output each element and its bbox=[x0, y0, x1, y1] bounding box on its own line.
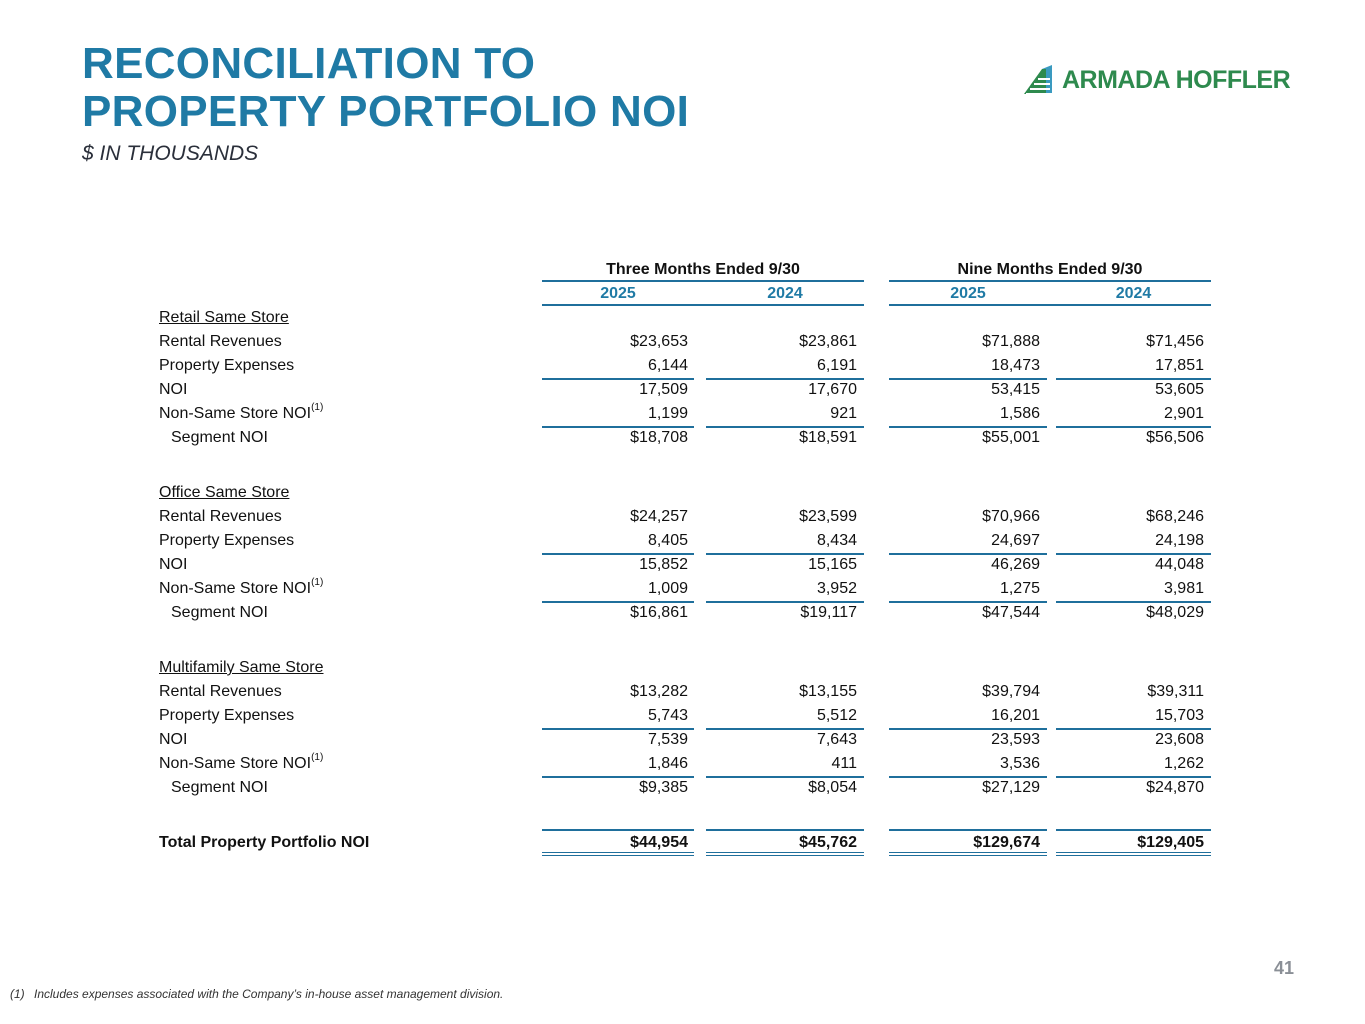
rental-revenues-value: $71,456 bbox=[1146, 333, 1204, 350]
page-title-line-2: PROPERTY PORTFOLIO NOI bbox=[82, 87, 690, 136]
non-same-store-noi-label bbox=[159, 751, 324, 774]
non-same-store-noi-value: 1,275 bbox=[999, 580, 1040, 597]
subtotal-rule bbox=[889, 601, 1047, 603]
segment-noi-value: $56,506 bbox=[1146, 429, 1204, 446]
page-subtitle: $ IN THOUSANDS bbox=[82, 142, 259, 165]
page-number: 41 bbox=[1274, 958, 1295, 978]
year-header: 2024 bbox=[767, 285, 803, 302]
total-double-rule bbox=[1056, 852, 1211, 856]
total-double-rule bbox=[542, 852, 694, 856]
segment-noi-value: $18,591 bbox=[799, 429, 857, 446]
total-top-rule bbox=[706, 829, 864, 831]
year-header: 2025 bbox=[950, 285, 986, 302]
year-header: 2024 bbox=[1115, 285, 1152, 302]
year-rule bbox=[542, 304, 864, 306]
segment-noi-value: $48,029 bbox=[1146, 604, 1204, 621]
rental-revenues-value: $13,155 bbox=[799, 683, 857, 700]
subtotal-rule bbox=[706, 776, 864, 778]
total-top-rule bbox=[1056, 829, 1211, 831]
non-same-store-noi-value: 2,901 bbox=[1163, 405, 1204, 422]
property-expenses-value: 16,201 bbox=[991, 707, 1040, 724]
subtotal-rule bbox=[542, 553, 694, 555]
subtotal-rule bbox=[1056, 426, 1211, 428]
property-expenses-value: 17,851 bbox=[1155, 357, 1204, 374]
rental-revenues-value: $39,794 bbox=[982, 683, 1040, 700]
subtotal-rule bbox=[706, 378, 864, 380]
noi-value: 44,048 bbox=[1155, 556, 1204, 573]
section-title: Multifamily Same Store bbox=[159, 659, 324, 676]
noi-value: 53,415 bbox=[991, 381, 1040, 398]
non-same-store-noi-label bbox=[159, 576, 324, 599]
non-same-store-noi-value: 1,009 bbox=[647, 580, 688, 597]
noi-value: 53,605 bbox=[1155, 381, 1204, 398]
subtotal-rule bbox=[542, 426, 694, 428]
segment-noi-label: Segment NOI bbox=[171, 604, 268, 621]
subtotal-rule bbox=[889, 728, 1047, 730]
total-double-rule bbox=[706, 852, 864, 856]
noi-label: NOI bbox=[159, 731, 188, 748]
segment-noi-value: $27,129 bbox=[982, 779, 1040, 796]
subtotal-rule bbox=[706, 426, 864, 428]
rental-revenues-label: Rental Revenues bbox=[159, 333, 282, 350]
section-title: Retail Same Store bbox=[159, 309, 289, 326]
subtotal-rule bbox=[706, 601, 864, 603]
rental-revenues-label: Rental Revenues bbox=[159, 683, 282, 700]
property-expenses-value: 15,703 bbox=[1155, 707, 1204, 724]
total-noi-value: $129,674 bbox=[973, 834, 1040, 851]
segment-noi-value: $55,001 bbox=[982, 429, 1040, 446]
subtotal-rule bbox=[1056, 378, 1211, 380]
non-same-store-noi-value: 411 bbox=[831, 755, 857, 772]
segment-noi-value: $8,054 bbox=[808, 779, 857, 796]
non-same-store-noi-value: 1,846 bbox=[647, 755, 688, 772]
total-noi-value: $44,954 bbox=[630, 834, 688, 851]
noi-value: 15,852 bbox=[639, 556, 688, 573]
non-same-store-noi-value: 1,262 bbox=[1163, 755, 1204, 772]
segment-noi-label: Segment NOI bbox=[171, 429, 268, 446]
rental-revenues-value: $13,282 bbox=[630, 683, 688, 700]
subtotal-rule bbox=[889, 553, 1047, 555]
subtotal-rule bbox=[1056, 601, 1211, 603]
noi-label: NOI bbox=[159, 556, 188, 573]
non-same-store-noi-value: 1,199 bbox=[647, 405, 688, 422]
footnote-reference: (1) bbox=[311, 576, 324, 588]
group-header-nine-months: Nine Months Ended 9/30 bbox=[957, 261, 1143, 278]
rental-revenues-value: $71,888 bbox=[982, 333, 1040, 350]
rental-revenues-label: Rental Revenues bbox=[159, 508, 282, 525]
segment-noi-value: $24,870 bbox=[1146, 779, 1204, 796]
noi-value: 46,269 bbox=[991, 556, 1040, 573]
property-expenses-value: 6,144 bbox=[647, 357, 688, 374]
property-expenses-label: Property Expenses bbox=[159, 707, 295, 724]
subtotal-rule bbox=[706, 553, 864, 555]
non-same-store-noi-value: 3,952 bbox=[816, 580, 857, 597]
property-expenses-value: 5,512 bbox=[816, 707, 857, 724]
non-same-store-noi-label-text: Non-Same Store NOI bbox=[159, 755, 312, 772]
total-noi-value: $129,405 bbox=[1137, 834, 1204, 851]
total-top-rule bbox=[889, 829, 1047, 831]
subtotal-rule bbox=[542, 728, 694, 730]
noi-label: NOI bbox=[159, 381, 188, 398]
noi-value: 7,539 bbox=[647, 731, 688, 748]
non-same-store-noi-value: 3,536 bbox=[999, 755, 1040, 772]
segment-noi-value: $16,861 bbox=[630, 604, 688, 621]
subtotal-rule bbox=[1056, 776, 1211, 778]
noi-value: 23,608 bbox=[1155, 731, 1204, 748]
total-noi-value: $45,762 bbox=[799, 834, 857, 851]
noi-value: 17,670 bbox=[808, 381, 857, 398]
footnote-marker: (1) bbox=[10, 987, 25, 1001]
property-expenses-value: 18,473 bbox=[991, 357, 1040, 374]
property-expenses-label: Property Expenses bbox=[159, 357, 295, 374]
segment-noi-value: $19,117 bbox=[800, 604, 857, 621]
noi-value: 17,509 bbox=[639, 381, 688, 398]
segment-noi-value: $18,708 bbox=[630, 429, 688, 446]
property-expenses-value: 8,405 bbox=[647, 532, 688, 549]
segment-noi-label: Segment NOI bbox=[171, 779, 268, 796]
property-expenses-value: 5,743 bbox=[647, 707, 688, 724]
page-title-line-1: RECONCILIATION TO bbox=[82, 39, 536, 88]
subtotal-rule bbox=[1056, 728, 1211, 730]
group-header-three-months: Three Months Ended 9/30 bbox=[606, 261, 800, 278]
logo-text: ARMADA HOFFLER bbox=[1062, 65, 1291, 94]
year-header: 2025 bbox=[600, 285, 636, 302]
property-expenses-value: 24,198 bbox=[1155, 532, 1204, 549]
rental-revenues-value: $70,966 bbox=[982, 508, 1040, 525]
subtotal-rule bbox=[889, 776, 1047, 778]
group-rule bbox=[889, 280, 1211, 282]
rental-revenues-value: $39,311 bbox=[1147, 683, 1204, 700]
property-expenses-value: 8,434 bbox=[816, 532, 857, 549]
rental-revenues-value: $68,246 bbox=[1146, 508, 1204, 525]
segment-noi-value: $47,544 bbox=[982, 604, 1040, 621]
rental-revenues-value: $23,861 bbox=[799, 333, 857, 350]
non-same-store-noi-value: 1,586 bbox=[999, 405, 1040, 422]
subtotal-rule bbox=[889, 378, 1047, 380]
subtotal-rule bbox=[706, 728, 864, 730]
non-same-store-noi-label bbox=[159, 401, 324, 424]
footnote-reference: (1) bbox=[311, 401, 324, 413]
non-same-store-noi-value: 921 bbox=[830, 405, 857, 422]
year-rule bbox=[889, 304, 1211, 306]
non-same-store-noi-label-text: Non-Same Store NOI bbox=[159, 405, 312, 422]
total-top-rule bbox=[542, 829, 694, 831]
noi-value: 23,593 bbox=[991, 731, 1040, 748]
property-expenses-label: Property Expenses bbox=[159, 532, 295, 549]
property-expenses-value: 24,697 bbox=[991, 532, 1040, 549]
non-same-store-noi-value: 3,981 bbox=[1163, 580, 1204, 597]
footnote-reference: (1) bbox=[311, 751, 324, 763]
group-rule bbox=[542, 280, 864, 282]
noi-value: 7,643 bbox=[816, 731, 857, 748]
rental-revenues-value: $23,599 bbox=[799, 508, 857, 525]
rental-revenues-value: $23,653 bbox=[630, 333, 688, 350]
subtotal-rule bbox=[542, 378, 694, 380]
total-double-rule bbox=[889, 852, 1047, 856]
subtotal-rule bbox=[889, 426, 1047, 428]
footnote bbox=[10, 987, 503, 1001]
section-title: Office Same Store bbox=[159, 484, 290, 501]
subtotal-rule bbox=[542, 601, 694, 603]
total-noi-label: Total Property Portfolio NOI bbox=[159, 834, 370, 851]
property-expenses-value: 6,191 bbox=[816, 357, 857, 374]
segment-noi-value: $9,385 bbox=[639, 779, 688, 796]
noi-value: 15,165 bbox=[808, 556, 857, 573]
rental-revenues-value: $24,257 bbox=[630, 508, 688, 525]
footnote-text: Includes expenses associated with the Company’s in-house asset management division. bbox=[34, 987, 504, 1001]
non-same-store-noi-label-text: Non-Same Store NOI bbox=[159, 580, 312, 597]
subtotal-rule bbox=[1056, 553, 1211, 555]
subtotal-rule bbox=[542, 776, 694, 778]
